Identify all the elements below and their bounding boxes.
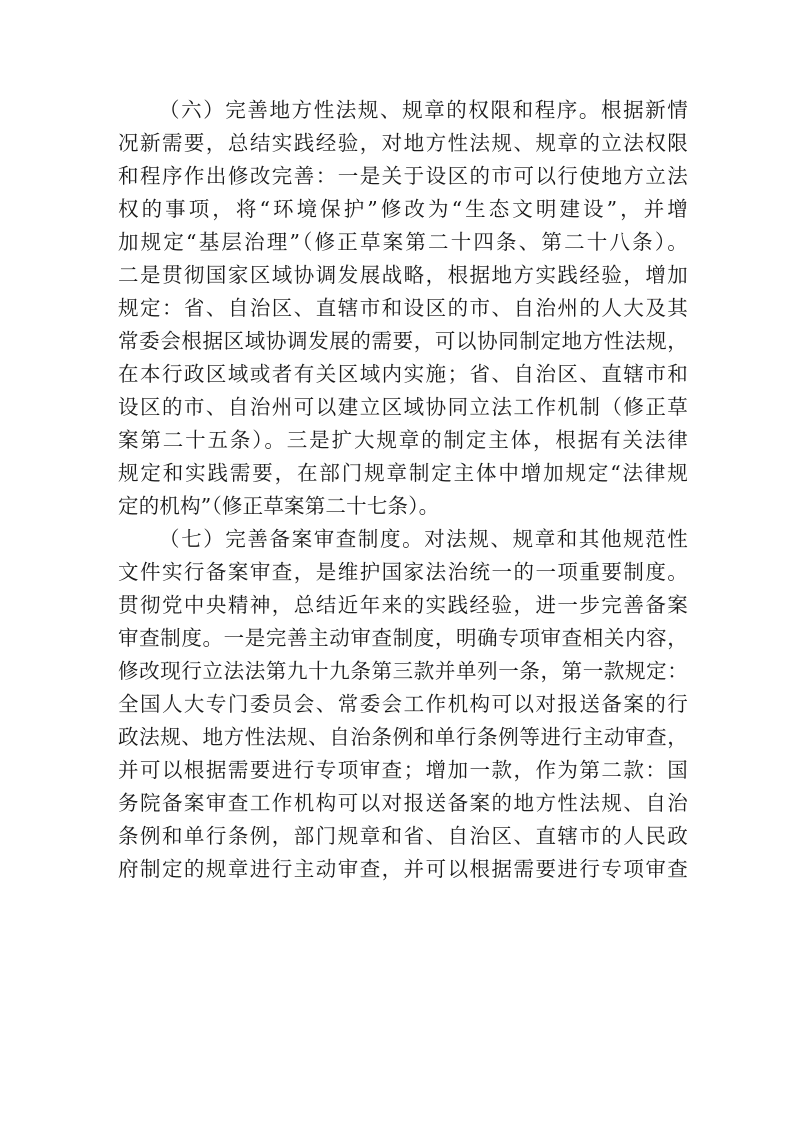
text-line: 案第二十五条）。三是扩大规章的制定主体，根据有关法律 — [118, 428, 688, 452]
text-line: 和程序作出修改完善：一是关于设区的市可以行使地方立法 — [118, 164, 688, 188]
text-line: 规定：省、自治区、直辖市和设区的市、自治州的人大及其 — [118, 296, 688, 320]
text-line: 贯彻党中央精神，总结近年来的实践经验，进一步完善备案 — [118, 593, 688, 617]
text-line: 条例和单行条例，部门规章和省、自治区、直辖市的人民政 — [118, 824, 688, 848]
text-line: 政法规、地方性法规、自治条例和单行条例等进行主动审查， — [118, 725, 688, 749]
text-line: （七）完善备案审查制度。对法规、规章和其他规范性 — [159, 527, 688, 551]
text-line: （六）完善地方性法规、规章的权限和程序。根据新情 — [159, 98, 688, 122]
text-line: 常委会根据区域协调发展的需要，可以协同制定地方性法规， — [118, 329, 688, 353]
document-page — [118, 94, 688, 886]
text-line: 在本行政区域或者有关区域内实施；省、自治区、直辖市和 — [118, 362, 688, 386]
text-line: 府制定的规章进行主动审查，并可以根据需要进行专项审查 — [118, 857, 688, 881]
paragraph-6 — [118, 94, 688, 523]
text-line: 权的事项，将“环境保护”修改为“生态文明建设”，并增 — [118, 197, 688, 221]
text-line: 并可以根据需要进行专项审查；增加一款，作为第二款：国 — [118, 758, 688, 782]
text-line: 修改现行立法法第九十九条第三款并单列一条，第一款规定： — [118, 659, 688, 683]
text-line: 文件实行备案审查，是维护国家法治统一的一项重要制度。 — [118, 560, 688, 584]
text-line: 规定和实践需要，在部门规章制定主体中增加规定“法律规 — [118, 461, 688, 485]
text-line: 务院备案审查工作机构可以对报送备案的地方性法规、自治 — [118, 791, 688, 815]
paragraph-7 — [118, 523, 688, 886]
text-line: 定的机构”（修正草案第二十七条）。 — [118, 494, 440, 518]
text-line: 二是贯彻国家区域协调发展战略，根据地方实践经验，增加 — [118, 263, 688, 287]
text-line: 加规定“基层治理”（修正草案第二十四条、第二十八条）。 — [118, 230, 688, 254]
text-line: 况新需要，总结实践经验，对地方性法规、规章的立法权限 — [118, 131, 688, 155]
text-line: 设区的市、自治州可以建立区域协同立法工作机制（修正草 — [118, 395, 688, 419]
text-line: 全国人大专门委员会、常委会工作机构可以对报送备案的行 — [118, 692, 688, 716]
text-line: 审查制度。一是完善主动审查制度，明确专项审查相关内容， — [118, 626, 688, 650]
